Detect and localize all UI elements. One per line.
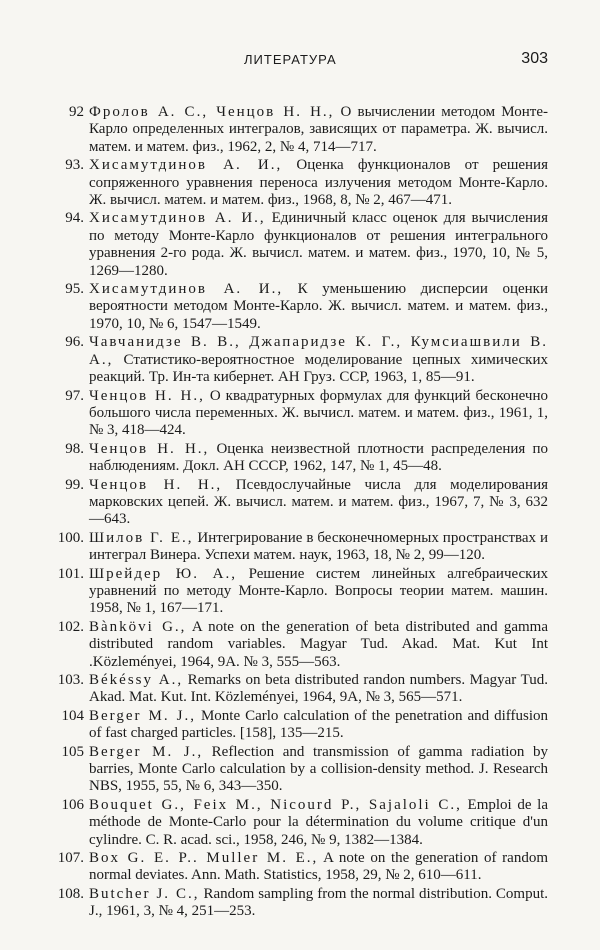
reference-body: Emploi de la méthode de Monte-Carlo pour la détermination du volume critique d'un cylindre. C. R. acad. sci., 1958, 246, № 9, 1382—1384.	[89, 796, 548, 848]
reference-text	[89, 886, 548, 921]
reference-body: О вычислении методом Монте-Карло определенных интегралов, зависящих от параметра. Ж. вычисл. матем. и матем. физ., 1962, 2, № 4, 714—717.	[89, 104, 548, 155]
reference-text	[89, 210, 548, 280]
reference-item	[58, 619, 548, 671]
reference-text	[89, 672, 548, 707]
reference-item	[58, 530, 548, 565]
reference-number: 98.	[65, 440, 84, 457]
reference-body: Решение систем линейных алгебраических уравнений по методу Монте-Карло. Вопросы теории матем. машин. 1958, № 1, 167—171.	[89, 565, 548, 617]
reference-item	[58, 441, 548, 476]
reference-body: Псевдослучайные числа для моделирования марковских цепей. Ж. вычисл. матем. и матем. физ., 1967, 7, № 3, 632—643.	[89, 476, 548, 528]
reference-text	[89, 797, 548, 849]
reference-item	[58, 104, 548, 156]
reference-number: 92	[69, 104, 84, 120]
reference-author: Berger M. J.,	[89, 743, 204, 760]
reference-number: 94.	[65, 210, 84, 227]
reference-author: Butcher J. C.,	[89, 885, 200, 902]
reference-author: Хисамутдинов А. И.,	[89, 210, 266, 227]
reference-text	[89, 619, 548, 671]
reference-body: Reflection and transmission of gamma radiation by barries, Monte Carlo calculation by a collision-density method. J. Research NBS, 1955, 55, № 6, 343—350.	[89, 743, 548, 795]
reference-number: 106	[61, 796, 84, 813]
reference-item	[58, 566, 548, 618]
reference-body: A note on the generation of random normal deviates. Ann. Math. Statistics, 1958, 29, № 2, 610—611.	[89, 850, 548, 884]
reference-number: 103.	[57, 672, 84, 688]
reference-item	[58, 281, 548, 333]
running-head	[0, 50, 600, 74]
reference-author: Шилов Г. Е.,	[89, 529, 194, 546]
reference-item	[58, 744, 548, 796]
reference-body: Оценка неизвестной плотности распределения по наблюдениям. Докл. АН СССР, 1962, 147, № 1, 45—48.	[89, 440, 548, 475]
reference-text	[89, 566, 548, 618]
reference-text	[89, 157, 548, 209]
reference-number: 99.	[65, 476, 84, 493]
running-title: ЛИТЕРАТУРА	[244, 52, 337, 67]
reference-author: Ченцов Н. Н.,	[89, 476, 223, 493]
reference-item	[58, 708, 548, 743]
reference-item	[58, 157, 548, 209]
reference-author: Фролов А. С., Ченцов Н. Н.,	[89, 104, 335, 120]
reference-text	[89, 441, 548, 476]
reference-text	[89, 708, 548, 743]
reference-number: 108.	[57, 885, 84, 902]
reference-item	[58, 477, 548, 529]
reference-list	[58, 104, 548, 922]
reference-number: 105	[61, 743, 84, 760]
reference-author: Шрейдер Ю. А.,	[89, 565, 237, 582]
reference-author: Bànkövi G.,	[89, 618, 187, 635]
page-number: 303	[521, 50, 548, 67]
reference-body: Remarks on beta distributed randon numbers. Magyar Tud. Akad. Mat. Kut. Int. Közleményei, 1964, 9A, № 3, 565—571.	[89, 672, 548, 706]
reference-item	[58, 210, 548, 280]
reference-body: Random sampling from the normal distribution. Comput. J., 1961, 3, № 4, 251—253.	[89, 885, 549, 920]
reference-number: 97.	[65, 387, 84, 404]
reference-author: Berger M. J.,	[89, 707, 196, 724]
reference-number: 102.	[57, 618, 84, 635]
reference-body: Статистико-вероятностное моделирование цепных химических реакций. Тр. Ин-та кибернет. АН Груз. ССР, 1963, 1, 85—91.	[89, 351, 548, 386]
reference-item	[58, 672, 548, 707]
reference-number: 107.	[57, 850, 84, 867]
reference-body: Единичный класс оценок для вычисления по методу Монте-Карло функционалов от решения интегрального уравнения 2-го рода. Ж. вычисл. матем. и матем. физ., 1970, 10, № 5, 1269—1280.	[89, 210, 548, 279]
reference-body: К уменьшению дисперсии оценки вероятности методом Монте-Карло. Ж. вычисл. матем. и матем. физ., 1970, 10, № 6, 1547—1549.	[89, 281, 548, 332]
reference-number: 93.	[65, 157, 84, 174]
reference-author: Ченцов Н. Н.,	[89, 387, 205, 404]
reference-text	[89, 104, 548, 156]
reference-number: 101.	[57, 565, 84, 582]
reference-text	[89, 388, 548, 440]
reference-item	[58, 797, 548, 849]
reference-text	[89, 850, 548, 885]
reference-author: Хисамутдинов А. И.,	[89, 281, 284, 298]
reference-number: 100.	[57, 529, 84, 546]
reference-text	[89, 530, 548, 565]
reference-body: Monte Carlo calculation of the penetration and diffusion of fast charged particles. [158], 135—215.	[89, 707, 548, 742]
reference-body: A note on the generation of beta distributed and gamma distributed random variables. Magyar Tud. Akad. Mat. Kut Int .Közleményei, 1964, 9A. № 3, 555—563.	[89, 618, 548, 670]
reference-text	[89, 477, 548, 529]
reference-number: 104	[61, 707, 84, 724]
reference-author: Хисамутдинов А. И.,	[89, 157, 283, 174]
reference-item	[58, 886, 548, 921]
reference-text	[89, 334, 548, 386]
reference-body: Интегрирование в бесконечномерных пространствах и интеграл Винера. Успехи матем. наук, 1963, 18, № 2, 99—120.	[89, 529, 548, 564]
reference-author: Чавчанидзе В. В., Джапаридзе К. Г., Кумсиашвили В. А.,	[89, 334, 548, 368]
reference-text	[89, 744, 548, 796]
reference-item	[58, 334, 548, 386]
reference-number: 96.	[65, 334, 84, 351]
reference-author: Bouquet G., Feix M., Nicourd P., Sajaloli C.,	[89, 796, 462, 813]
reference-author: Box G. E. P.. Muller M. E.,	[89, 850, 319, 867]
reference-body: О квадратурных формулах для функций бесконечно большого числа переменных. Ж. вычисл. матем. и матем. физ., 1961, 1, № 3, 418—424.	[89, 387, 548, 439]
reference-item	[58, 388, 548, 440]
reference-author: Békéssy A.,	[89, 672, 184, 688]
reference-item	[58, 850, 548, 885]
reference-author: Ченцов Н. Н.,	[89, 440, 210, 457]
reference-text	[89, 281, 548, 333]
reference-body: Оценка функционалов от решения сопряженного уравнения переноса излучения методом Монте-Карло. Ж. вычисл. матем. и матем. физ., 1968, 8, № 2, 467—471.	[89, 157, 548, 209]
reference-number: 95.	[65, 281, 84, 298]
